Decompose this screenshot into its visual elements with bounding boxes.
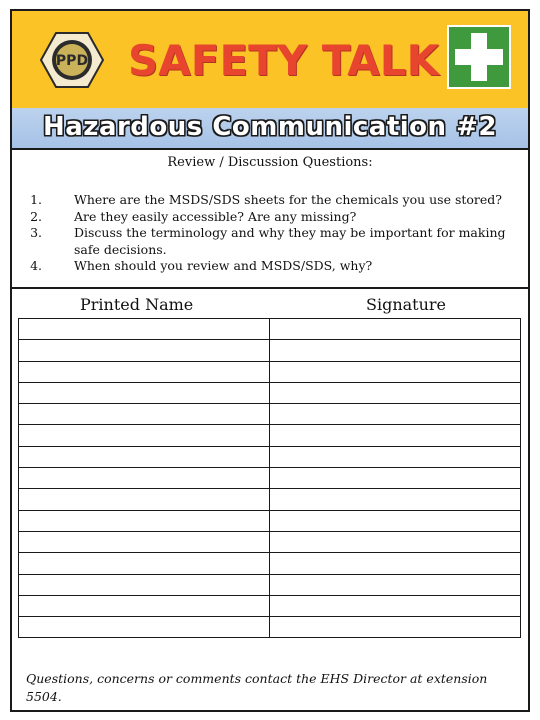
question-item (20, 192, 520, 209)
sign-in-row (19, 425, 521, 446)
signature-cell[interactable] (270, 319, 521, 340)
printed-name-cell[interactable] (19, 382, 270, 403)
sign-in-row (19, 446, 521, 467)
signature-cell[interactable] (270, 595, 521, 616)
sign-in-row (19, 617, 521, 638)
sign-in-row (19, 574, 521, 595)
printed-name-cell[interactable] (19, 361, 270, 382)
sign-in-row (19, 340, 521, 361)
sign-in-row (19, 468, 521, 489)
sign-in-row (19, 553, 521, 574)
question-list (20, 192, 520, 275)
printed-name-cell[interactable] (19, 468, 270, 489)
sign-in-table (18, 318, 521, 638)
signature-cell[interactable] (270, 340, 521, 361)
signature-cell[interactable] (270, 404, 521, 425)
signature-cell[interactable] (270, 617, 521, 638)
company-logo (40, 31, 104, 89)
printed-name-cell[interactable] (19, 404, 270, 425)
printed-name-cell[interactable] (19, 617, 270, 638)
printed-name-cell[interactable] (19, 553, 270, 574)
printed-name-header: Printed Name (80, 295, 194, 314)
printed-name-cell[interactable] (19, 446, 270, 467)
review-heading: Review / Discussion Questions: (167, 155, 373, 170)
signature-cell[interactable] (270, 425, 521, 446)
first-aid-cross-icon (447, 25, 511, 89)
sign-in-row (19, 404, 521, 425)
printed-name-cell[interactable] (19, 574, 270, 595)
signature-cell[interactable] (270, 382, 521, 403)
safety-talk-sheet (10, 9, 530, 712)
page-title: SAFETY TALK (128, 36, 440, 85)
printed-name-cell[interactable] (19, 319, 270, 340)
signature-cell[interactable] (270, 510, 521, 531)
question-item (20, 225, 520, 258)
signature-cell[interactable] (270, 446, 521, 467)
question-text: Where are the MSDS/SDS sheets for the chemicals you use stored? (74, 192, 503, 207)
footer-contact: Questions, concerns or comments contact the EHS Director at extension 5504. (26, 671, 488, 704)
header-banner (12, 11, 528, 109)
question-text: When should you review and MSDS/SDS, why? (74, 258, 373, 273)
signature-cell[interactable] (270, 468, 521, 489)
sign-in-row (19, 361, 521, 382)
printed-name-cell[interactable] (19, 425, 270, 446)
section-divider (12, 287, 528, 289)
printed-name-cell[interactable] (19, 340, 270, 361)
printed-name-cell[interactable] (19, 595, 270, 616)
signature-cell[interactable] (270, 553, 521, 574)
printed-name-cell[interactable] (19, 531, 270, 552)
question-text: Discuss the terminology and why they may be important for making safe decisions. (74, 225, 506, 257)
signature-header: Signature (366, 295, 447, 314)
question-item (20, 209, 520, 226)
sign-in-row (19, 319, 521, 340)
sign-in-row (19, 382, 521, 403)
question-number: 4. (30, 258, 42, 273)
signature-cell[interactable] (270, 361, 521, 382)
signature-cell[interactable] (270, 574, 521, 595)
signature-cell[interactable] (270, 531, 521, 552)
question-item (20, 258, 520, 275)
question-number: 3. (30, 225, 42, 240)
subtitle-band (12, 108, 528, 150)
sign-in-row (19, 489, 521, 510)
topic-subtitle: Hazardous Communication #2 (43, 112, 497, 142)
sign-in-row (19, 595, 521, 616)
question-number: 2. (30, 208, 42, 224)
printed-name-cell[interactable] (19, 510, 270, 531)
logo-text: PPD (55, 53, 89, 69)
sign-in-row (19, 531, 521, 552)
sign-in-row (19, 510, 521, 531)
question-text: Are they easily accessible? Are any missing? (74, 208, 357, 224)
printed-name-cell[interactable] (19, 489, 270, 510)
signature-cell[interactable] (270, 489, 521, 510)
question-number: 1. (30, 192, 42, 207)
